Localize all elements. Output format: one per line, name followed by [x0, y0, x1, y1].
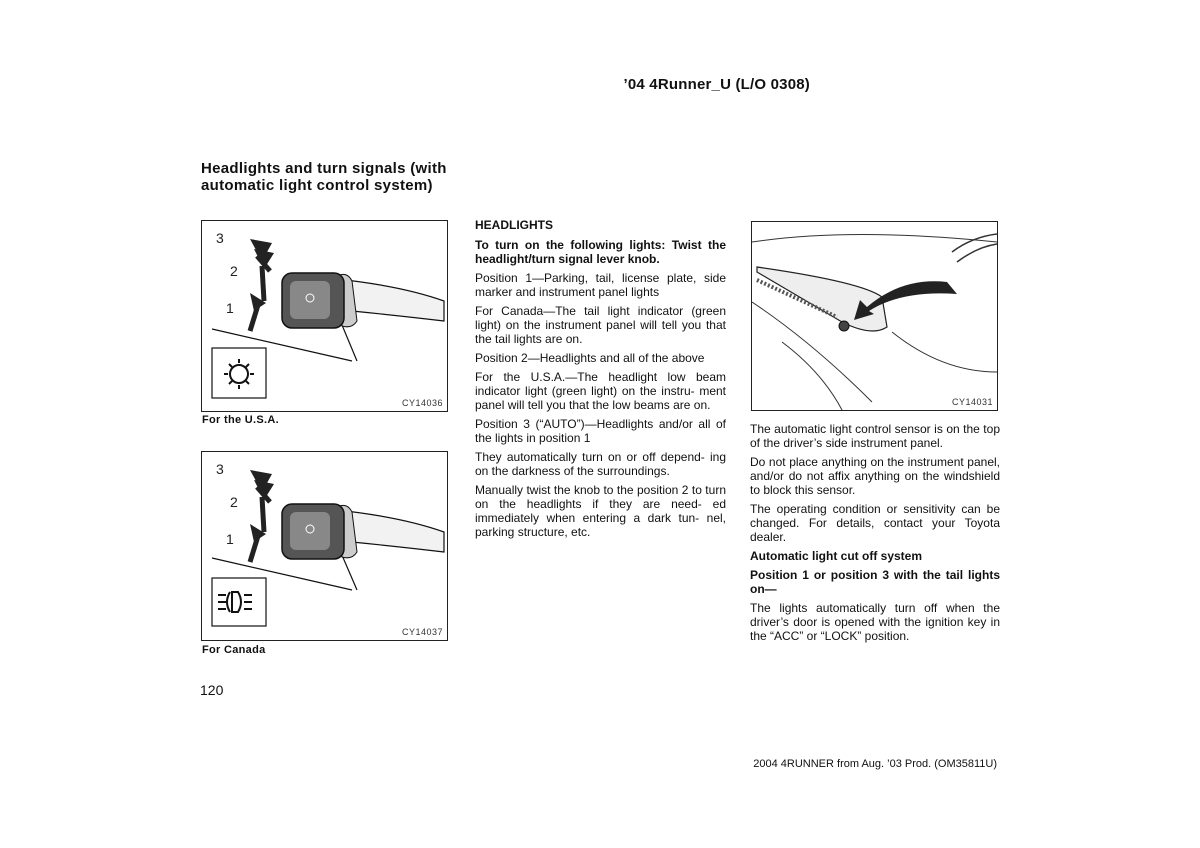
right-column: [750, 422, 1000, 648]
paragraph: The lights automatically turn off when the driver’s door is opened with the ignition key in the “ACC” or “LOCK” position.: [750, 601, 1000, 643]
paragraph: Do not place anything on the instrument panel, and/or do not affix anything on the windshield to block this sensor.: [750, 455, 1000, 497]
figure-canada: [201, 451, 448, 641]
paragraph: Position 3 (“AUTO”)—Headlights and/or all of the lights in position 1: [475, 417, 726, 445]
paragraph: For the U.S.A.—The headlight low beam indicator light (green light) on the instru- ment panel will tell you that the low beams are on.: [475, 370, 726, 412]
figure-code: CY14037: [401, 627, 443, 637]
caption-canada: For Canada: [202, 644, 266, 656]
position-3-label: 3: [216, 230, 224, 246]
lever-diagram-canada: [202, 452, 447, 640]
position-2-label: 2: [230, 263, 238, 279]
position-2-label: 2: [230, 494, 238, 510]
figure-code: CY14031: [951, 397, 993, 407]
subheading: Automatic light cut off system: [750, 549, 923, 563]
document-header: ’04 4Runner_U (L/O 0308): [623, 76, 810, 93]
middle-column: [475, 218, 726, 544]
paragraph: Position 2—Headlights and all of the above: [475, 351, 705, 365]
parking-light-icon: [212, 348, 266, 398]
paragraph: The automatic light control sensor is on the top of the driver’s side instrument panel.: [750, 422, 1000, 450]
paragraph: The operating condition or sensitivity can be changed. For details, contact your Toyota dealer.: [750, 502, 1000, 544]
position-1-label: 1: [226, 300, 234, 316]
headlights-heading: HEADLIGHTS: [475, 218, 553, 232]
section-title: Headlights and turn signals (with automatic light control system): [201, 160, 447, 194]
subheading: Position 1 or position 3 with the tail lights on—: [750, 568, 1000, 596]
sensor-diagram: [752, 222, 997, 410]
paragraph: Position 1—Parking, tail, license plate, side marker and instrument panel lights: [475, 271, 726, 299]
paragraph: For Canada—The tail light indicator (green light) on the instrument panel will tell you that the tail lights are on.: [475, 304, 726, 346]
instruction-text: To turn on the following lights: Twist the headlight/turn signal lever knob.: [475, 238, 726, 266]
document-footer: 2004 4RUNNER from Aug. ’03 Prod. (OM35811U): [753, 758, 997, 770]
position-1-label: 1: [226, 531, 234, 547]
caption-usa: For the U.S.A.: [202, 414, 279, 426]
tail-light-indicator-icon: [212, 578, 266, 626]
paragraph: They automatically turn on or off depend- ing on the darkness of the surroundings.: [475, 450, 726, 478]
page-number: 120: [200, 682, 224, 698]
position-3-label: 3: [216, 461, 224, 477]
figure-usa: [201, 220, 448, 412]
paragraph: Manually twist the knob to the position 2 to turn on the headlights if they are need- ed immediately when entering a dark tun- nel, parking structure, etc.: [475, 483, 726, 539]
lever-diagram-usa: [202, 221, 447, 411]
figure-code: CY14036: [401, 398, 443, 408]
figure-sensor: [751, 221, 998, 411]
